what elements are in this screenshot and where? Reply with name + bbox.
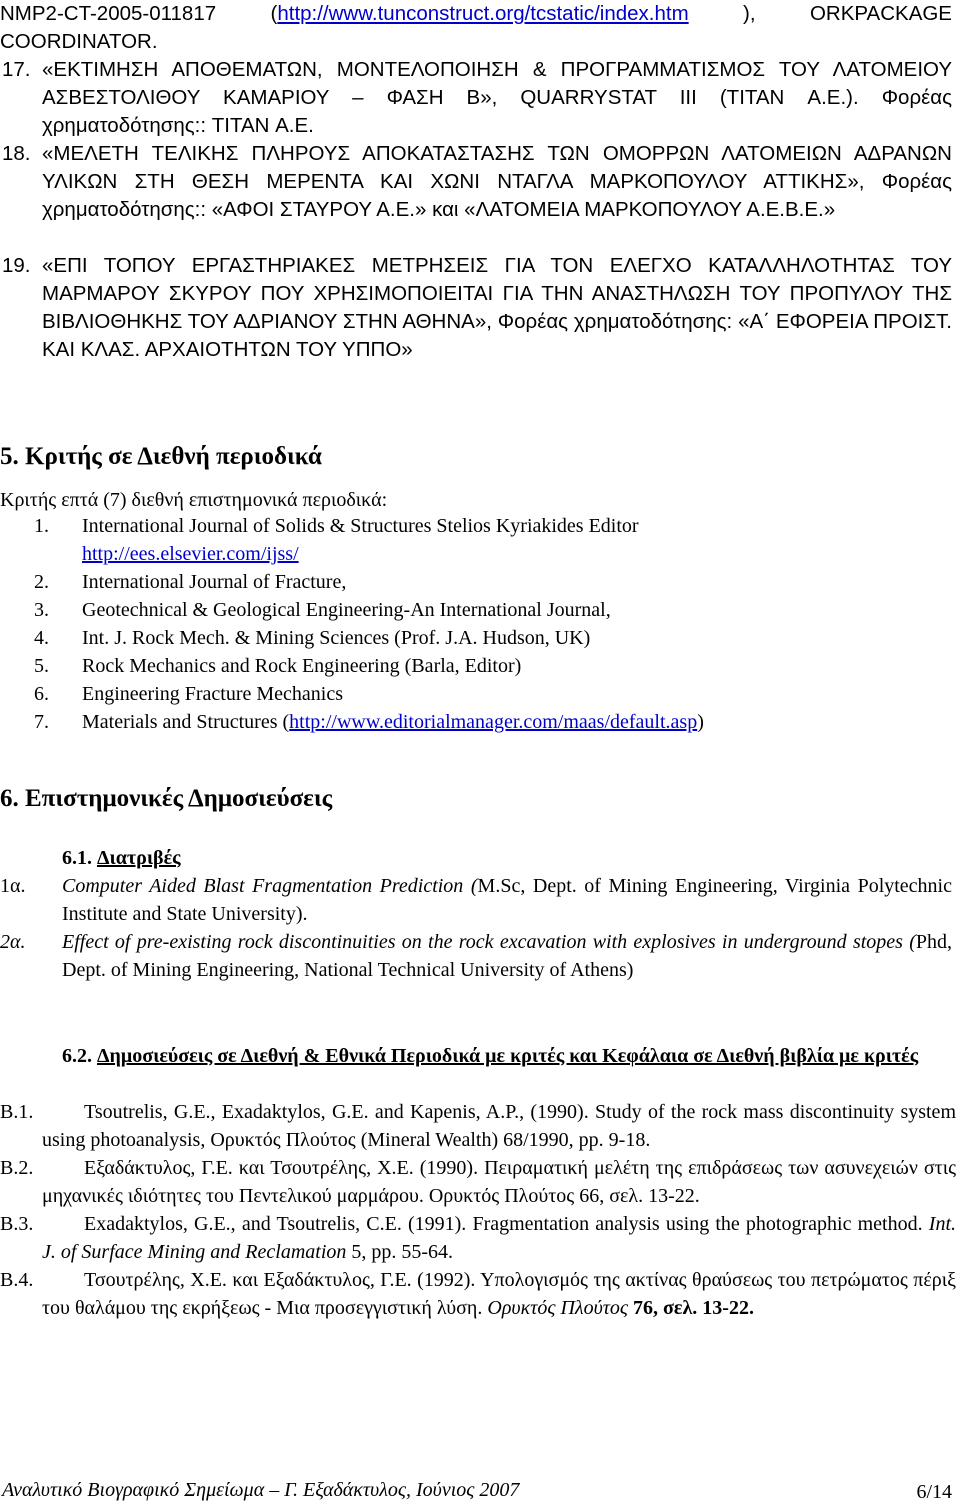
subsection-6-1-heading: 6.1. Διατριβές xyxy=(62,847,181,869)
page-footer xyxy=(2,1478,954,1502)
project-text: «ΜΕΛΕΤΗ ΤΕΛΙΚΗΣ ΠΛΗΡΟΥΣ ΑΠΟΚΑΤΑΣΤΑΣΗΣ ΤΩΝ ΟΜΟΡΡΩΝ ΛΑΤΟΜΕΙΩΝ ΑΔΡΑΝΩΝ ΥΛΙΚΩΝ ΣΤΗ ΘΕΣΗ ΜΕΡΕΝΤΑ ΚΑΙ ΧΩΝΙ ΝΤΑΓΛΑ ΜΑΡΚΟΠΟΥΛΟΥ ΑΤΤΙΚΗΣ», Φορέας χρηματοδότησης:: «ΑΦΟΙ ΣΤΑΥΡΟΥ Α.Ε.» και «ΛΑΤΟΜΕΙΑ ΜΑΡΚΟΠΟΥΛΟΥ Α.Ε.Β.Ε.» xyxy=(42,142,952,221)
list-item: 7. Materials and Structures (http://www.editorialmanager.com/maas/default.asp) xyxy=(34,711,704,733)
project-text: «ΕΠΙ ΤΟΠΟΥ ΕΡΓΑΣΤΗΡΙΑΚΕΣ ΜΕΤΡΗΣΕΙΣ ΓΙΑ ΤΟΝ ΕΛΕΓΧΟ ΚΑΤΑΛΛΗΛΟΤΗΤΑΣ ΤΟΥ ΜΑΡΜΑΡΟΥ ΣΚΥΡΟΥ ΠΟΥ ΧΡΗΣΙΜΟΠΟΙΕΙΤΑΙ ΓΙΑ ΤΗΝ ΑΝΑΣΤΗΛΩΣΗ ΤΟΥ ΠΡΟΠΥΛΟΥ ΤΗΣ ΒΙΒΛΙΟΘΗΚΗΣ ΤΟΥ ΑΔΡΙΑΝΟΥ ΣΤΗΝ ΑΘΗΝΑ», Φορέας χρηματοδότησης: «Α΄ ΕΦΟΡΕΙΑ ΠΡΟΙΣΤ. ΚΑΙ ΚΛΑΣ. ΑΡΧΑΙΟΤΗΤΩΝ ΤΟΥ ΥΠΠΟ» xyxy=(42,254,952,361)
page-number: 6/14 xyxy=(916,1481,952,1503)
tunconstruct-link[interactable]: http://www.tunconstruct.org/tcstatic/index.htm xyxy=(277,2,689,25)
list-item: 5. Rock Mechanics and Rock Engineering (Barla, Editor) xyxy=(34,655,522,677)
list-item: 1α. Computer Aided Blast Fragmentation Prediction (M.Sc, Dept. of Mining Engineering, Virginia Polytechnic Institute and State University). xyxy=(0,875,952,925)
section-6-heading: 6. Επιστημονικές Δημοσιεύσεις xyxy=(0,785,333,812)
top-continuation-text: NMP2-CT-2005-011817 ( xyxy=(0,2,278,25)
list-item: 6. Engineering Fracture Mechanics xyxy=(34,683,344,705)
list-item: B.2. Εξαδάκτυλος, Γ.Ε. και Τσουτρέλης, Χ.Ε. (1990). Πειραματική μελέτη της επιδράσεως των ασυνεχειών στις μηχανικές ιδιότητες του Πεντελικού μαρμάρου. Ορυκτός Πλούτος 66, σελ. 13-22. xyxy=(0,1157,956,1207)
list-item: 4. Int. J. Rock Mech. & Mining Sciences (Prof. J.A. Hudson, UK) xyxy=(34,627,591,649)
top-continuation xyxy=(0,0,960,56)
project-text: «ΕΚΤΙΜΗΣΗ ΑΠΟΘΕΜΑΤΩΝ, ΜΟΝΤΕΛΟΠΟΙΗΣΗ & ΠΡΟΓΡΑΜΜΑΤΙΣΜΟΣ ΤΟΥ ΛΑΤΟΜΕΙΟΥ ΑΣΒΕΣΤΟΛΙΘΟΥ ΚΑΜΑΡΙΟΥ – ΦΑΣΗ Β», QUARRYSTAT III (TITAN Α.Ε.). Φορέας χρηματοδότησης:: TITAN Α.Ε. xyxy=(42,58,952,137)
editorialmanager-link[interactable]: http://www.editorialmanager.com/maas/default.asp xyxy=(289,711,698,733)
publications-list xyxy=(0,1098,956,1322)
subsection-6-2-heading: 6.2. Δημοσιεύσεις σε Διεθνή & Εθνικά Περιοδικά με κριτές και Κεφάλαια σε Διεθνή βιβλία με κριτές xyxy=(62,1045,919,1067)
list-item: 1. International Journal of Solids & Structures Stelios Kyriakides Editor http://ees.elsevier.com/ijss/ xyxy=(34,515,639,565)
list-item: 2α. Effect of pre-existing rock discontinuities on the rock excavation with explosives in underground stopes (Phd, Dept. of Mining Engineering, National Technical University of Athens) xyxy=(0,931,952,981)
list-item: B.4. Τσουτρέλης, Χ.Ε. και Εξαδάκτυλος, Γ.Ε. (1992). Υπολογισμός της ακτίνας θραύσεως του πετρώματος πέριξ του θαλάμου της εκρήξεως - Μια προσεγγιστική λύση. Ορυκτός Πλούτος 76, σελ. 13-22. xyxy=(0,1269,956,1319)
list-item: B.3. Exadaktylos, G.E., and Tsoutrelis, C.E. (1991). Fragmentation analysis using the photographic method. Int. J. of Surface Mining and Reclamation 5, pp. 55-64. xyxy=(0,1213,956,1263)
list-item: 3. Geotechnical & Geological Engineering-An International Journal, xyxy=(34,599,611,621)
list-item: B.1. Tsoutrelis, G.E., Exadaktylos, G.E. and Kapenis, A.P., (1990). Study of the rock mass discontinuity system using photoanalysis, Ορυκτός Πλούτος (Mineral Wealth) 68/1990, pp. 9-18. xyxy=(0,1101,956,1151)
project-18 xyxy=(0,140,960,224)
project-number: 17. xyxy=(2,58,31,81)
ijss-link[interactable]: http://ees.elsevier.com/ijss/ xyxy=(82,543,299,565)
journal-list xyxy=(34,512,934,736)
top-continuation-tail: ), ORKPACKAGE COORDINATOR. xyxy=(0,2,952,53)
theses-list xyxy=(0,872,952,984)
section-5-heading: 5. Κριτής σε Διεθνή περιοδικά xyxy=(0,443,322,470)
section-5-intro: Κριτής επτά (7) διεθνή επιστημονικά περιοδικά: xyxy=(0,489,388,511)
list-item: 2. International Journal of Fracture, xyxy=(34,571,347,593)
project-number: 18. xyxy=(2,142,31,165)
project-number: 19. xyxy=(2,254,31,277)
footer-text: Αναλυτικό Βιογραφικό Σημείωμα – Γ. Εξαδάκτυλος, Ιούνιος 2007 xyxy=(2,1479,520,1501)
project-19 xyxy=(0,252,960,364)
project-17 xyxy=(0,56,960,140)
